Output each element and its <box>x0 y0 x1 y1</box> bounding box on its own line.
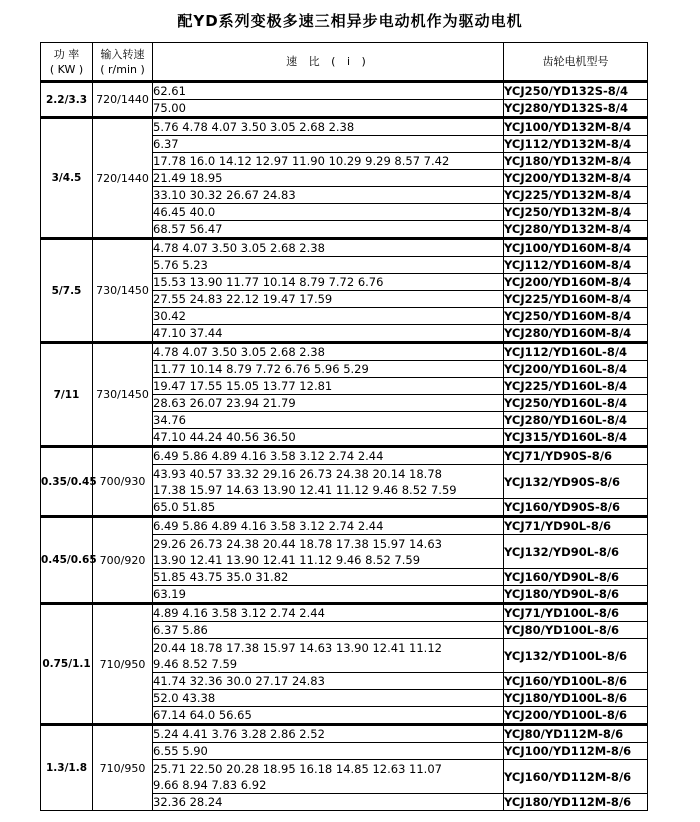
ratio-cell <box>153 343 504 361</box>
ratio-line: 6.37 <box>153 137 179 151</box>
header-row <box>41 43 648 82</box>
ratio-line: 27.55 24.83 22.12 19.47 17.59 <box>153 292 333 306</box>
page-title: 配YD系列变极多速三相异步电动机作为驱动电机 <box>177 12 523 30</box>
speed-cell: 700/920 <box>93 517 153 604</box>
ratio-cell <box>153 82 504 100</box>
table-body <box>41 82 648 811</box>
speed-cell: 720/1440 <box>93 82 153 118</box>
model-cell: YCJ132/YD90L-8/6 <box>504 535 648 569</box>
power-cell: 2.2/3.3 <box>41 82 93 118</box>
model-cell: YCJ112/YD160M-8/4 <box>504 257 648 274</box>
ratio-cell <box>153 395 504 412</box>
table-row <box>41 604 648 622</box>
header-speed-label: 输入转速 <box>100 47 145 61</box>
model-cell: YCJ132/YD100L-8/6 <box>504 639 648 673</box>
model-cell: YCJ250/YD132M-8/4 <box>504 204 648 221</box>
ratio-line: 33.10 30.32 26.67 24.83 <box>153 188 296 202</box>
ratio-line: 34.76 <box>153 413 186 427</box>
ratio-line: 20.44 18.78 17.38 15.97 14.63 13.90 12.41 11.12 <box>153 640 442 655</box>
ratio-cell <box>153 153 504 170</box>
ratio-cell <box>153 743 504 760</box>
ratio-cell <box>153 760 504 794</box>
model-cell: YCJ180/YD112M-8/6 <box>504 794 648 811</box>
ratio-line: 30.42 <box>153 309 186 323</box>
ratio-line: 65.0 51.85 <box>153 500 216 514</box>
model-cell: YCJ250/YD160M-8/4 <box>504 308 648 325</box>
model-cell: YCJ71/YD90L-8/6 <box>504 517 648 535</box>
header-model: 齿轮电机型号 <box>504 43 648 82</box>
ratio-cell <box>153 308 504 325</box>
ratio-line-2: 9.46 8.52 7.59 <box>153 656 238 671</box>
ratio-cell <box>153 412 504 429</box>
model-cell: YCJ280/YD132S-8/4 <box>504 100 648 118</box>
model-cell: YCJ250/YD160L-8/4 <box>504 395 648 412</box>
model-cell: YCJ100/YD160M-8/4 <box>504 239 648 257</box>
model-cell: YCJ71/YD100L-8/6 <box>504 604 648 622</box>
ratio-cell <box>153 569 504 586</box>
model-cell: YCJ100/YD132M-8/4 <box>504 118 648 136</box>
ratio-cell <box>153 465 504 499</box>
ratio-line: 6.37 5.86 <box>153 623 208 637</box>
ratio-line: 47.10 44.24 40.56 36.50 <box>153 430 296 444</box>
ratio-line: 6.49 5.86 4.89 4.16 3.58 3.12 2.74 2.44 <box>153 519 384 533</box>
ratio-line: 41.74 32.36 30.0 27.17 24.83 <box>153 674 325 688</box>
ratio-line: 46.45 40.0 <box>153 205 216 219</box>
power-cell: 7/11 <box>41 343 93 447</box>
ratio-cell <box>153 639 504 673</box>
model-cell: YCJ180/YD132M-8/4 <box>504 153 648 170</box>
ratio-cell <box>153 204 504 221</box>
ratio-line: 32.36 28.24 <box>153 795 223 809</box>
model-cell: YCJ225/YD160M-8/4 <box>504 291 648 308</box>
model-cell: YCJ225/YD160L-8/4 <box>504 378 648 395</box>
ratio-line: 62.61 <box>153 84 186 98</box>
header-power <box>41 43 93 82</box>
ratio-cell <box>153 535 504 569</box>
ratio-cell <box>153 690 504 707</box>
ratio-cell <box>153 118 504 136</box>
ratio-cell <box>153 586 504 604</box>
ratio-line: 43.93 40.57 33.32 29.16 26.73 24.38 20.14 18.78 <box>153 466 442 481</box>
ratio-line: 5.24 4.41 3.76 3.28 2.86 2.52 <box>153 727 325 741</box>
ratio-line: 51.85 43.75 35.0 31.82 <box>153 570 289 584</box>
ratio-line-2: 17.38 15.97 14.63 13.90 12.41 11.12 9.46 8.52 7.59 <box>153 482 457 497</box>
power-cell: 5/7.5 <box>41 239 93 343</box>
ratio-line: 6.49 5.86 4.89 4.16 3.58 3.12 2.74 2.44 <box>153 449 384 463</box>
header-power-label: 功 率 <box>53 47 80 61</box>
model-cell: YCJ80/YD112M-8/6 <box>504 725 648 743</box>
model-cell: YCJ160/YD100L-8/6 <box>504 673 648 690</box>
ratio-cell <box>153 499 504 517</box>
model-cell: YCJ200/YD100L-8/6 <box>504 707 648 725</box>
motor-spec-table <box>40 42 648 811</box>
model-cell: YCJ280/YD132M-8/4 <box>504 221 648 239</box>
ratio-cell <box>153 378 504 395</box>
model-cell: YCJ280/YD160L-8/4 <box>504 412 648 429</box>
model-cell: YCJ250/YD132S-8/4 <box>504 82 648 100</box>
ratio-cell <box>153 447 504 465</box>
header-ratio: 速 比 ( i ) <box>153 43 504 82</box>
speed-cell: 710/950 <box>93 725 153 811</box>
model-cell: YCJ200/YD132M-8/4 <box>504 170 648 187</box>
table-row <box>41 725 648 743</box>
ratio-line: 25.71 22.50 20.28 18.95 16.18 14.85 12.63 11.07 <box>153 761 442 776</box>
ratio-cell <box>153 170 504 187</box>
table-row <box>41 517 648 535</box>
model-cell: YCJ132/YD90S-8/6 <box>504 465 648 499</box>
model-cell: YCJ112/YD132M-8/4 <box>504 136 648 153</box>
ratio-line: 52.0 43.38 <box>153 691 216 705</box>
speed-cell: 730/1450 <box>93 239 153 343</box>
ratio-cell <box>153 187 504 204</box>
ratio-cell <box>153 622 504 639</box>
ratio-cell <box>153 794 504 811</box>
ratio-line-2: 9.66 8.94 7.83 6.92 <box>153 777 267 792</box>
ratio-line: 47.10 37.44 <box>153 326 223 340</box>
power-cell: 3/4.5 <box>41 118 93 239</box>
ratio-line: 4.78 4.07 3.50 3.05 2.68 2.38 <box>153 241 325 255</box>
model-cell: YCJ100/YD112M-8/6 <box>504 743 648 760</box>
ratio-cell <box>153 291 504 308</box>
table-row <box>41 447 648 465</box>
ratio-cell <box>153 239 504 257</box>
ratio-cell <box>153 517 504 535</box>
table-row <box>41 82 648 100</box>
ratio-line: 21.49 18.95 <box>153 171 223 185</box>
speed-cell: 720/1440 <box>93 118 153 239</box>
model-cell: YCJ200/YD160M-8/4 <box>504 274 648 291</box>
ratio-line: 29.26 26.73 24.38 20.44 18.78 17.38 15.97 14.63 <box>153 536 442 551</box>
model-cell: YCJ160/YD90L-8/6 <box>504 569 648 586</box>
table-row <box>41 239 648 257</box>
ratio-line: 75.00 <box>153 101 186 115</box>
ratio-cell <box>153 361 504 378</box>
ratio-cell <box>153 325 504 343</box>
speed-cell: 700/930 <box>93 447 153 517</box>
model-cell: YCJ71/YD90S-8/6 <box>504 447 648 465</box>
power-cell: 1.3/1.8 <box>41 725 93 811</box>
ratio-cell <box>153 257 504 274</box>
model-cell: YCJ225/YD132M-8/4 <box>504 187 648 204</box>
ratio-line: 4.78 4.07 3.50 3.05 2.68 2.38 <box>153 345 325 359</box>
power-cell: 0.45/0.65 <box>41 517 93 604</box>
model-cell: YCJ180/YD100L-8/6 <box>504 690 648 707</box>
ratio-cell <box>153 429 504 447</box>
ratio-cell <box>153 100 504 118</box>
ratio-line: 19.47 17.55 15.05 13.77 12.81 <box>153 379 333 393</box>
ratio-cell <box>153 136 504 153</box>
ratio-line: 6.55 5.90 <box>153 744 208 758</box>
ratio-line-2: 13.90 12.41 13.90 12.41 11.12 9.46 8.52 7.59 <box>153 552 421 567</box>
speed-cell: 730/1450 <box>93 343 153 447</box>
header-power-unit: ( KW ) <box>49 62 84 76</box>
table-row <box>41 343 648 361</box>
ratio-line: 17.78 16.0 14.12 12.97 11.90 10.29 9.29 8.57 7.42 <box>153 154 450 168</box>
model-cell: YCJ80/YD100L-8/6 <box>504 622 648 639</box>
model-cell: YCJ160/YD112M-8/6 <box>504 760 648 794</box>
ratio-line: 68.57 56.47 <box>153 222 223 236</box>
ratio-line: 63.19 <box>153 587 186 601</box>
header-speed <box>93 43 153 82</box>
ratio-cell <box>153 673 504 690</box>
header-speed-unit: ( r/min ) <box>100 62 145 76</box>
ratio-cell <box>153 707 504 725</box>
ratio-cell <box>153 725 504 743</box>
speed-cell: 710/950 <box>93 604 153 725</box>
ratio-line: 5.76 5.23 <box>153 258 208 272</box>
power-cell: 0.75/1.1 <box>41 604 93 725</box>
model-cell: YCJ112/YD160L-8/4 <box>504 343 648 361</box>
model-cell: YCJ200/YD160L-8/4 <box>504 361 648 378</box>
model-cell: YCJ160/YD90S-8/6 <box>504 499 648 517</box>
model-cell: YCJ280/YD160M-8/4 <box>504 325 648 343</box>
ratio-cell <box>153 221 504 239</box>
model-cell: YCJ315/YD160L-8/4 <box>504 429 648 447</box>
ratio-line: 15.53 13.90 11.77 10.14 8.79 7.72 6.76 <box>153 275 384 289</box>
table-row <box>41 118 648 136</box>
ratio-cell <box>153 274 504 291</box>
model-cell: YCJ180/YD90L-8/6 <box>504 586 648 604</box>
ratio-line: 28.63 26.07 23.94 21.79 <box>153 396 296 410</box>
ratio-cell <box>153 604 504 622</box>
ratio-line: 67.14 64.0 56.65 <box>153 708 252 722</box>
ratio-line: 4.89 4.16 3.58 3.12 2.74 2.44 <box>153 606 325 620</box>
ratio-line: 5.76 4.78 4.07 3.50 3.05 2.68 2.38 <box>153 120 355 134</box>
ratio-line: 11.77 10.14 8.79 7.72 6.76 5.96 5.29 <box>153 362 369 376</box>
power-cell: 0.35/0.45 <box>41 447 93 517</box>
